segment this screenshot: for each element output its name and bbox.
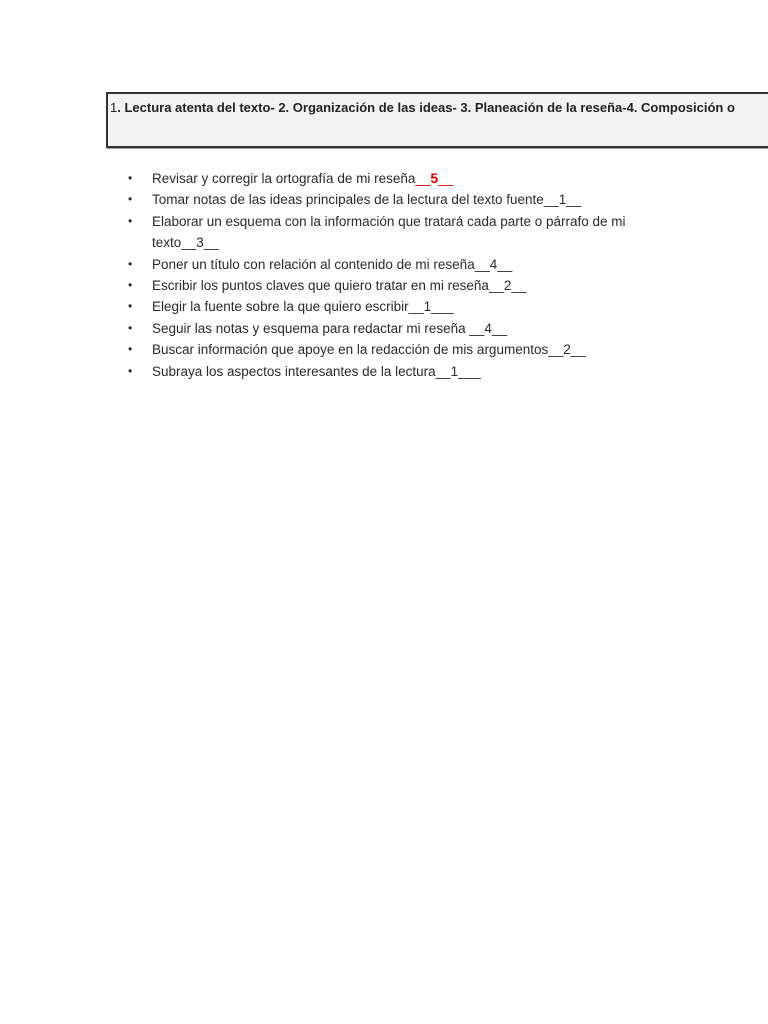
list-item — [0, 254, 642, 275]
list-item — [0, 296, 642, 317]
task-text: Elaborar un esquema con la información que tratará cada parte o párrafo de mi texto__3__ — [152, 213, 626, 251]
task-text: Subraya los aspectos interesantes de la lectura__1___ — [152, 363, 481, 379]
list-item — [0, 339, 642, 360]
list-item — [0, 168, 642, 189]
list-item — [0, 189, 642, 210]
task-text: Buscar información que apoye en la redacción de mis argumentos__2__ — [152, 342, 586, 358]
bullet-icon: • — [128, 342, 133, 357]
list-item — [0, 318, 642, 339]
bullet-icon: • — [128, 299, 133, 314]
steps-header-text — [110, 100, 735, 116]
list-item — [0, 361, 642, 382]
red-answer — [415, 171, 453, 186]
task-text: Tomar notas de las ideas principales de la lectura del texto fuente__1__ — [152, 192, 582, 208]
task-text: Poner un título con relación al contenido de mi reseña__4__ — [152, 256, 513, 272]
answer-prefix: __ — [415, 171, 431, 186]
answer-suffix: __ — [438, 171, 454, 186]
bullet-icon: • — [128, 320, 133, 335]
bullet-icon: • — [128, 171, 133, 185]
answer-number: 5 — [430, 170, 439, 186]
steps-header-box — [106, 92, 768, 148]
list-item — [0, 275, 642, 296]
task-text: Revisar y corregir la ortografía de mi reseña — [152, 171, 416, 186]
list-item — [0, 211, 642, 254]
bullet-icon: • — [128, 192, 133, 207]
bullet-icon: • — [128, 278, 133, 293]
header-steps-text: . Lectura atenta del texto- 2. Organización de las ideas- 3. Planeación de la reseña-4. Composición o — [117, 100, 735, 115]
bullet-icon: • — [128, 213, 133, 228]
task-list — [0, 168, 768, 382]
bullet-icon: • — [128, 363, 133, 378]
task-text: Escribir los puntos claves que quiero tratar en mi reseña__2__ — [152, 278, 527, 294]
task-text: Seguir las notas y esquema para redactar mi reseña __4__ — [152, 320, 507, 336]
task-text: Elegir la fuente sobre la que quiero escribir__1___ — [152, 299, 454, 315]
header-first-number: 1 — [110, 100, 118, 115]
bullet-icon: • — [128, 256, 133, 271]
